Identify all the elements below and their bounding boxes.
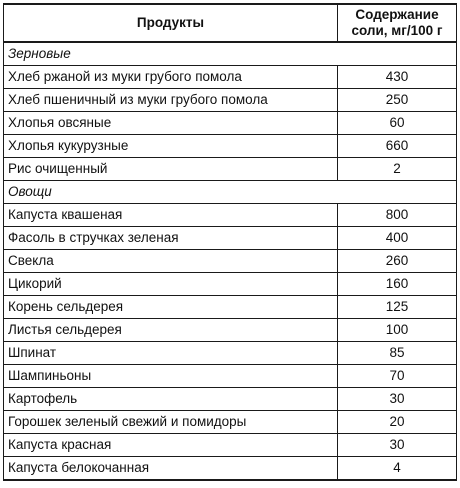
section-row (4, 181, 457, 204)
table-row (4, 273, 457, 296)
salt-value: 85 (338, 342, 457, 365)
table-row (4, 365, 457, 388)
table-header-row (4, 4, 457, 42)
table-row (4, 227, 457, 250)
salt-value: 20 (338, 411, 457, 434)
table-row (4, 112, 457, 135)
product-name: Хлеб пшеничный из муки грубого помола (4, 89, 338, 112)
header-product (4, 4, 338, 42)
salt-value: 660 (338, 135, 457, 158)
product-name: Хлеб ржаной из муки грубого помола (4, 66, 338, 89)
salt-value: 70 (338, 365, 457, 388)
header-salt-line1: Содержание (355, 7, 439, 22)
salt-value: 160 (338, 273, 457, 296)
salt-value: 30 (338, 388, 457, 411)
salt-value: 30 (338, 434, 457, 457)
header-salt-line2: соли, мг/100 г (351, 23, 443, 38)
salt-content-table (3, 3, 457, 481)
header-product-label: Продукты (136, 15, 205, 30)
product-name: Картофель (4, 388, 338, 411)
salt-value: 2 (338, 158, 457, 181)
product-name: Хлопья кукурузные (4, 135, 338, 158)
table-row (4, 457, 457, 481)
salt-value: 430 (338, 66, 457, 89)
salt-value: 100 (338, 319, 457, 342)
product-name: Листья сельдерея (4, 319, 338, 342)
table-row (4, 135, 457, 158)
product-name: Рис очищенный (4, 158, 338, 181)
salt-value: 250 (338, 89, 457, 112)
product-name: Фасоль в стручках зеленая (4, 227, 338, 250)
table-row (4, 434, 457, 457)
product-name: Хлопья овсяные (4, 112, 338, 135)
table-body (4, 42, 457, 480)
salt-value: 800 (338, 204, 457, 227)
salt-value: 125 (338, 296, 457, 319)
table-row (4, 66, 457, 89)
product-name: Капуста белокочанная (4, 457, 338, 481)
header-salt-content (338, 4, 457, 42)
product-name: Капуста красная (4, 434, 338, 457)
salt-content-table-container (3, 3, 457, 481)
table-row (4, 89, 457, 112)
product-name: Свекла (4, 250, 338, 273)
section-row (4, 42, 457, 66)
product-name: Цикорий (4, 273, 338, 296)
section-title: Овощи (4, 181, 457, 204)
salt-value: 260 (338, 250, 457, 273)
section-title: Зерновые (4, 42, 457, 66)
product-name: Шпинат (4, 342, 338, 365)
table-row (4, 342, 457, 365)
product-name: Горошек зеленый свежий и помидоры (4, 411, 338, 434)
table-row (4, 250, 457, 273)
salt-value: 60 (338, 112, 457, 135)
table-row (4, 319, 457, 342)
product-name: Капуста квашеная (4, 204, 338, 227)
product-name: Шампиньоны (4, 365, 338, 388)
table-row (4, 204, 457, 227)
table-row (4, 296, 457, 319)
product-name: Корень сельдерея (4, 296, 338, 319)
table-row (4, 411, 457, 434)
salt-value: 4 (338, 457, 457, 481)
table-row (4, 158, 457, 181)
salt-value: 400 (338, 227, 457, 250)
table-row (4, 388, 457, 411)
